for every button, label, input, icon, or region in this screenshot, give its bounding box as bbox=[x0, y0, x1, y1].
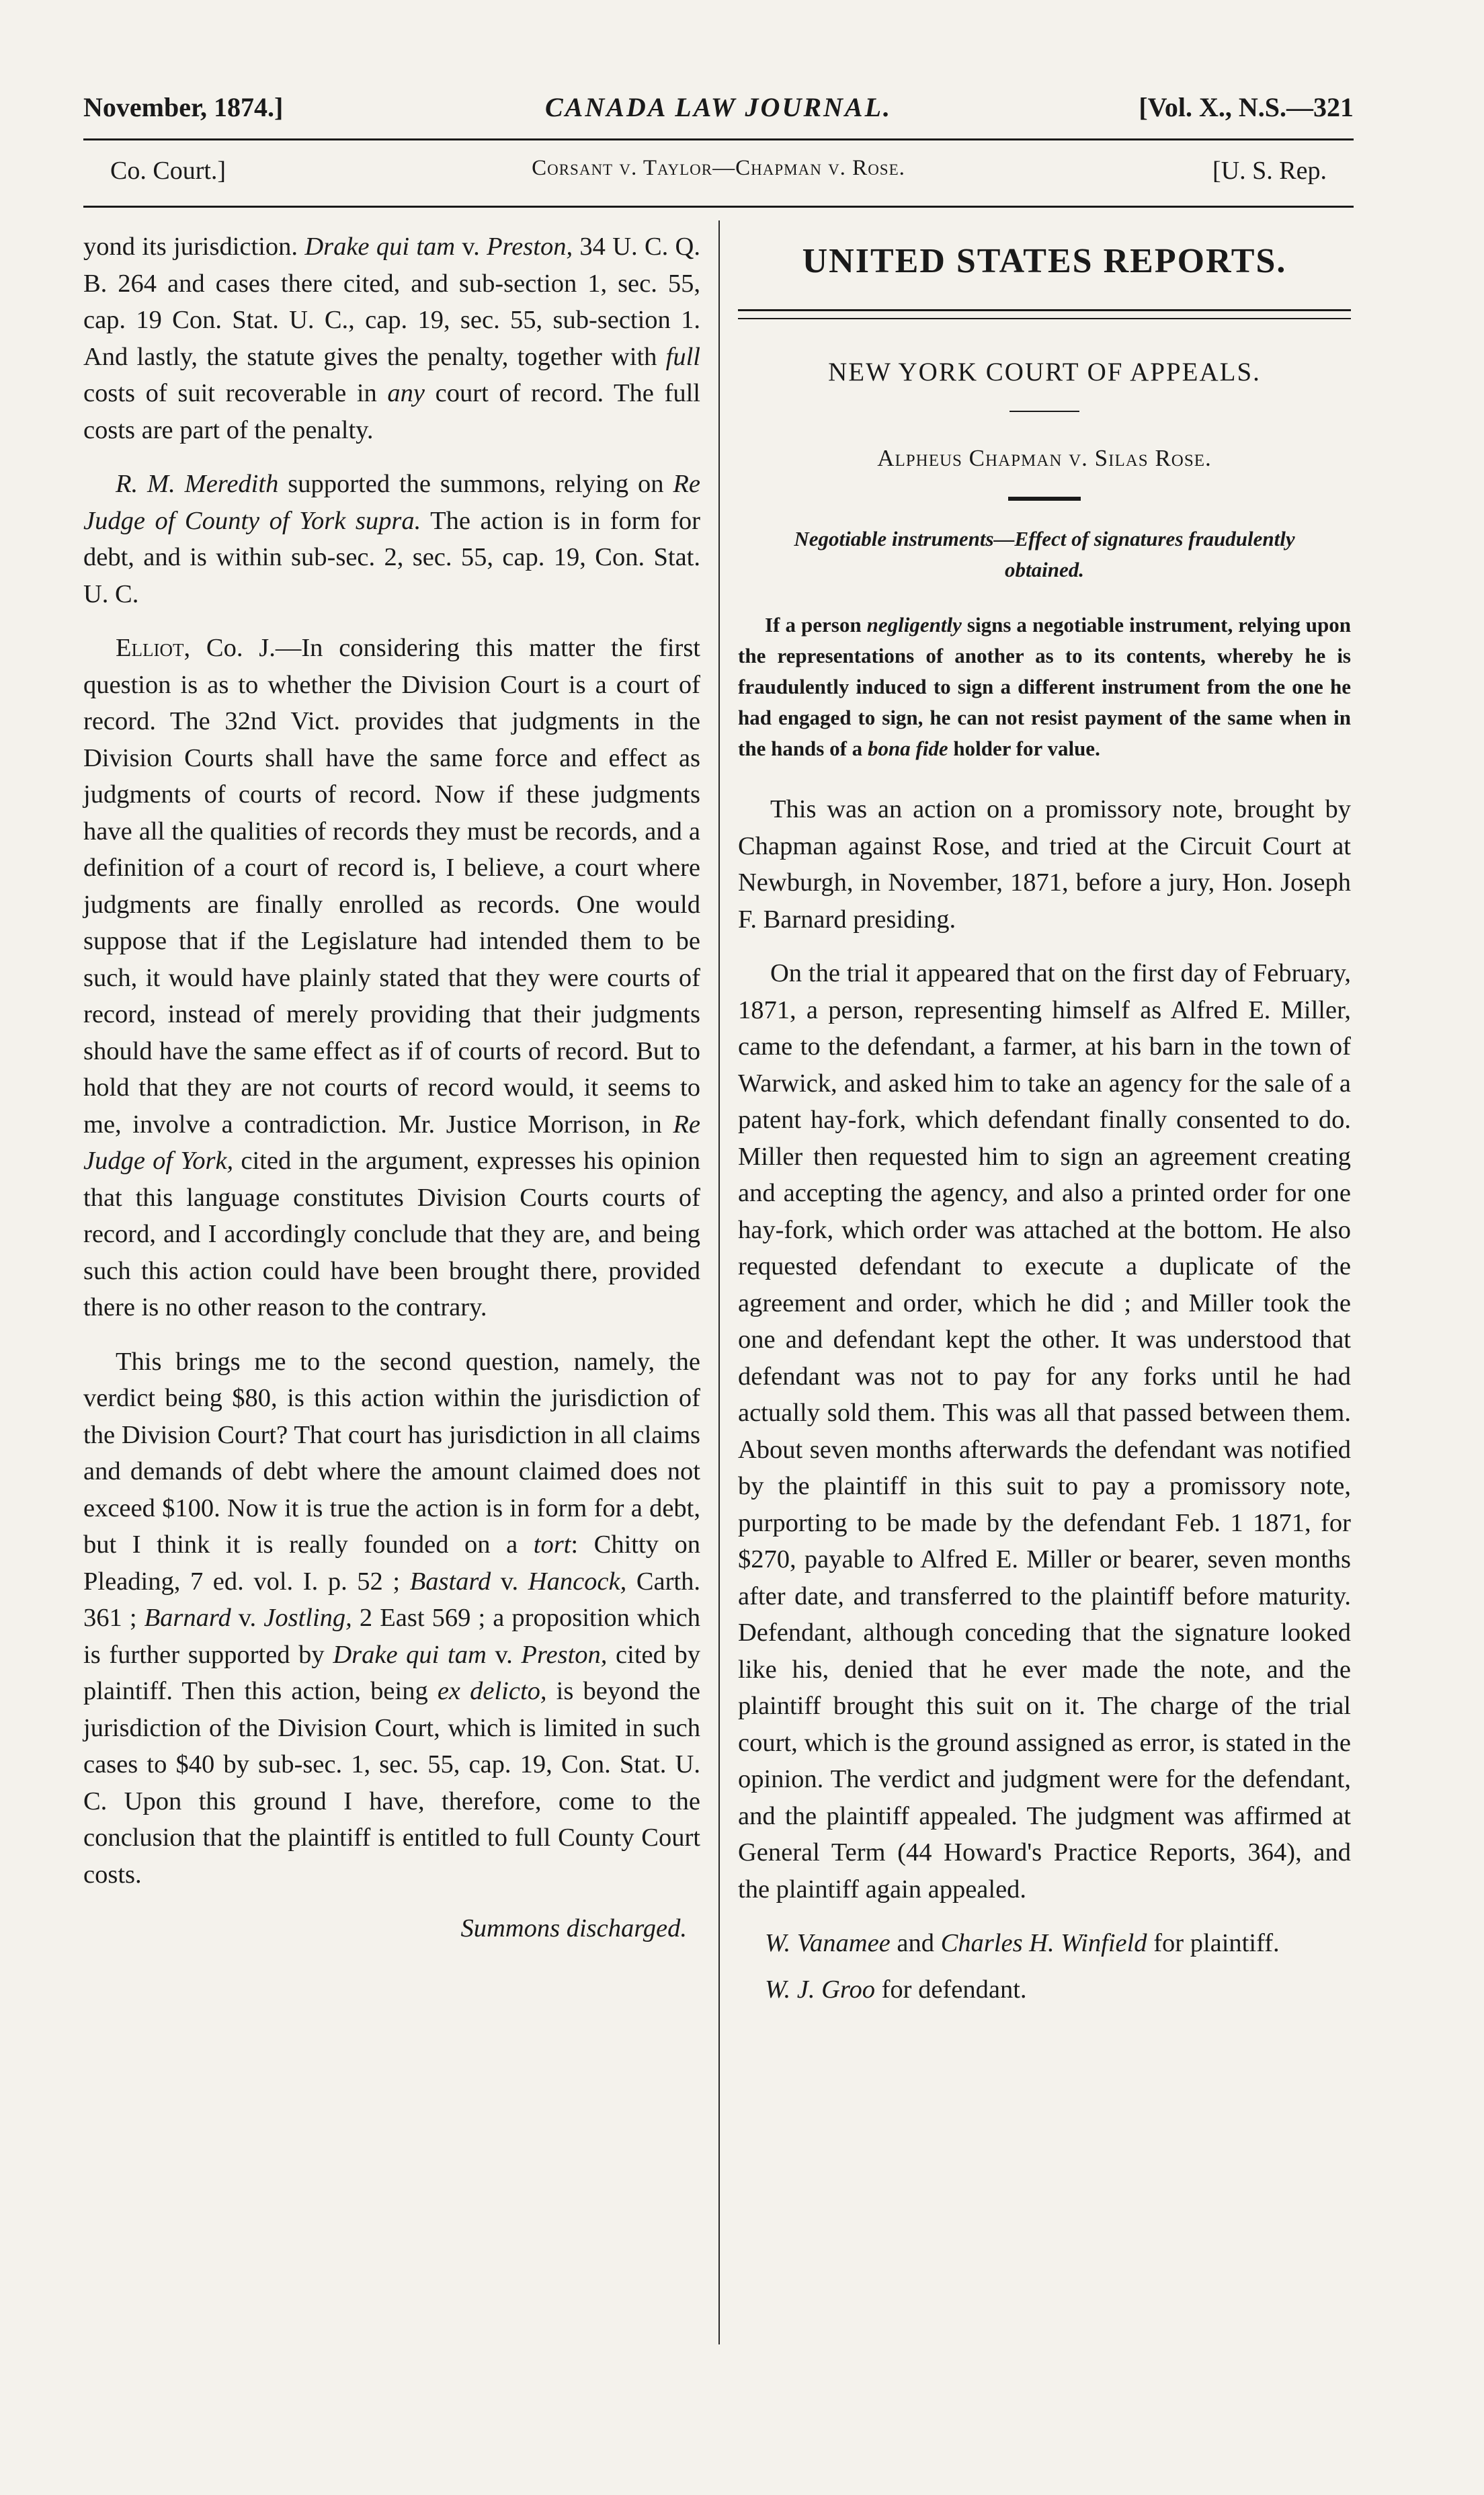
case-citation: Drake qui tam bbox=[333, 1640, 487, 1669]
closing-line: Summons discharged. bbox=[460, 1914, 687, 1942]
section-head-reports: [U. S. Rep. bbox=[1212, 157, 1327, 185]
case-citation: Hancock, bbox=[528, 1567, 627, 1596]
court-name: NEW YORK COURT OF APPEALS. bbox=[828, 358, 1261, 386]
double-rule bbox=[738, 309, 1351, 319]
counsel-plaintiff: W. Vanamee and Charles H. Winfield for plaintiff. bbox=[765, 1929, 1280, 1957]
emphasis: tort bbox=[533, 1530, 571, 1559]
counsel-defendant: W. J. Groo for defendant. bbox=[765, 1975, 1027, 2004]
case-citation: Jostling, bbox=[263, 1604, 352, 1632]
counsel-name: W. J. Groo bbox=[765, 1975, 875, 2004]
section-head-rule bbox=[83, 206, 1354, 208]
counsel-name: R. M. Meredith bbox=[116, 470, 279, 498]
syllabus: If a person negligently signs a negotiable instrument, relying upon the representations of another as to its contents, whereby he is fraudulently induced to sign a different instrument from the one he had engaged to sign, he can not resist payment of the same when in the hands of a bona fide holder for value. bbox=[738, 613, 1351, 760]
case-title: Alpheus Chapman v. Silas Rose. bbox=[877, 445, 1212, 471]
emphasis: ex delicto, bbox=[437, 1677, 547, 1705]
counsel-name: W. Vanamee bbox=[765, 1929, 891, 1957]
paragraph-meredith: R. M. Meredith supported the summons, relying on Re Judge of County of York supra. The action is in form for debt, and is within sub-sec. 2, sec. 55, cap. 19, Con. Stat. U. C. bbox=[83, 470, 700, 608]
paragraph-judgment: Elliot, Co. J.—In considering this matter the first question is as to whether the Division Court is a court of record. The 32nd Vict. provides that judgments in the Division Courts shall have the same force and effect as judgments of courts of record. Now if these judgments have all the qualities of records they must be records, and a definition of a court of record is, I believe, a court where judgments are finally enrolled as records. One would suppose that if the Legislature had intended them to be such, it would have plainly stated that they were courts of record, instead of merely providing that their judgments should have the same effect as if of courts of record. But to hold that they are not courts of record would, it seems to me, involve a contradiction. Mr. Justice Morrison, in Re Judge of York, cited in the argument, expresses his opinion that this language constitutes Division Courts courts of record, and I accordingly conclude that they are, and being such this action could have been brought there, provided there is no other reason to the contrary. bbox=[83, 634, 700, 1321]
paragraph-jurisdiction: yond its jurisdiction. Drake qui tam v. Preston, 34 U. C. Q. B. 264 and cases there cited, and sub-section 1, sec. 55, cap. 19 Con. Stat. U. C., cap. 19, sec. 55, sub-section 1. And lastly, the statute gives the penalty, together with full costs of suit recoverable in any court of record. The full costs are part of the penalty. bbox=[83, 233, 701, 444]
left-column bbox=[83, 229, 700, 1965]
case-citation: Drake qui tam bbox=[304, 233, 456, 261]
case-citation: Re Judge of York, bbox=[83, 1110, 700, 1175]
column-divider bbox=[718, 220, 720, 2344]
emphasis: negligently bbox=[866, 613, 962, 637]
paragraph-second-question: This brings me to the second question, namely, the verdict being $80, is this action within the jurisdiction of the Division Court? That court has jurisdiction in all claims and demands of debt where the amount claimed does not exceed $100. Now it is true the action is in form for a debt, but I think it is really founded on a tort: Chitty on Pleading, 7 ed. vol. I. p. 52 ; Bastard v. Hancock, Carth. 361 ; Barnard v. Jostling, 2 East 569 ; a proposition which is further supported by Drake qui tam v. Preston, cited by plaintiff. Then this action, being ex delicto, is beyond the jurisdiction of the Division Court, which is limited in such cases to $40 by sub-sec. 1, sec. 55, cap. 19, Con. Stat. U. C. Upon this ground I have, therefore, come to the conclusion that the plaintiff is entitled to full County Court costs. bbox=[83, 1347, 700, 1889]
section-head bbox=[83, 156, 1354, 196]
section-head-cases: Corsant v. Taylor—Chapman v. Rose. bbox=[532, 156, 905, 180]
case-citation: Preston, bbox=[521, 1640, 608, 1669]
running-head-date: November, 1874.] bbox=[83, 92, 284, 122]
judge-name: Elliot bbox=[116, 634, 184, 662]
case-citation: Bastard bbox=[409, 1567, 491, 1596]
case-citation: Preston, bbox=[487, 233, 573, 261]
section-head-court: Co. Court.] bbox=[110, 157, 226, 185]
header-rule bbox=[83, 138, 1354, 140]
right-column bbox=[738, 229, 1351, 2017]
counsel-name: Charles H. Winfield bbox=[940, 1929, 1147, 1957]
headnote: Negotiable instruments—Effect of signatures fraudulently obtained. bbox=[794, 527, 1295, 581]
case-citation: Re Judge of County of York supra. bbox=[83, 470, 700, 535]
emphasis: any bbox=[387, 379, 425, 407]
case-citation: Barnard bbox=[144, 1604, 231, 1632]
section-title: UNITED STATES REPORTS. bbox=[802, 242, 1287, 280]
short-rule bbox=[1009, 411, 1079, 412]
running-head-volume-page: [Vol. X., N.S.—321 bbox=[1139, 92, 1354, 122]
paragraph-trial: On the trial it appeared that on the first day of February, 1871, a person, representing himself as Alfred E. Miller, came to the defendant, a farmer, at his barn in the town of Warwick, and asked him to take an agency for the sale of a patent hay-fork, which defendant finally consented to do. Miller then requested him to sign an agreement creating and accepting the agency, and also a printed order for one hay-fork, which order was attached at the bottom. He also requested defendant to execute a duplicate of the agreement and order, which he did ; and Miller took the one and defendant kept the other. It was understood that defendant was not to pay for any forks until he had actually sold them. This was all that passed between them. About seven months afterwards the defendant was notified by the plaintiff in this suit to pay a promissory note, purporting to be made by the defendant Feb. 1 1871, for $270, payable to Alfred E. Miller or bearer, seven months after date, and transferred to the plaintiff before maturity. Defendant, although conceding that the signature looked like his, denied that he ever made the note, and the plaintiff brought this suit on it. The charge of the trial court, which is the ground assigned as error, is stated in the opinion. The verdict and judgment were for the defendant, and the plaintiff appealed. The judgment was affirmed at General Term (44 Howard's Practice Reports, 364), and the plaintiff again appealed. bbox=[738, 959, 1351, 1904]
emphasis: bona fide bbox=[867, 737, 948, 760]
running-head-journal-title: CANADA LAW JOURNAL. bbox=[544, 92, 893, 122]
running-head bbox=[83, 91, 1354, 134]
emphasis: full bbox=[665, 342, 700, 371]
paragraph-action: This was an action on a promissory note, brought by Chapman against Rose, and tried at the Circuit Court at Newburgh, in November, 1871, before a jury, Hon. Joseph F. Barnard presiding. bbox=[738, 795, 1351, 934]
short-rule-thick bbox=[1008, 497, 1081, 501]
